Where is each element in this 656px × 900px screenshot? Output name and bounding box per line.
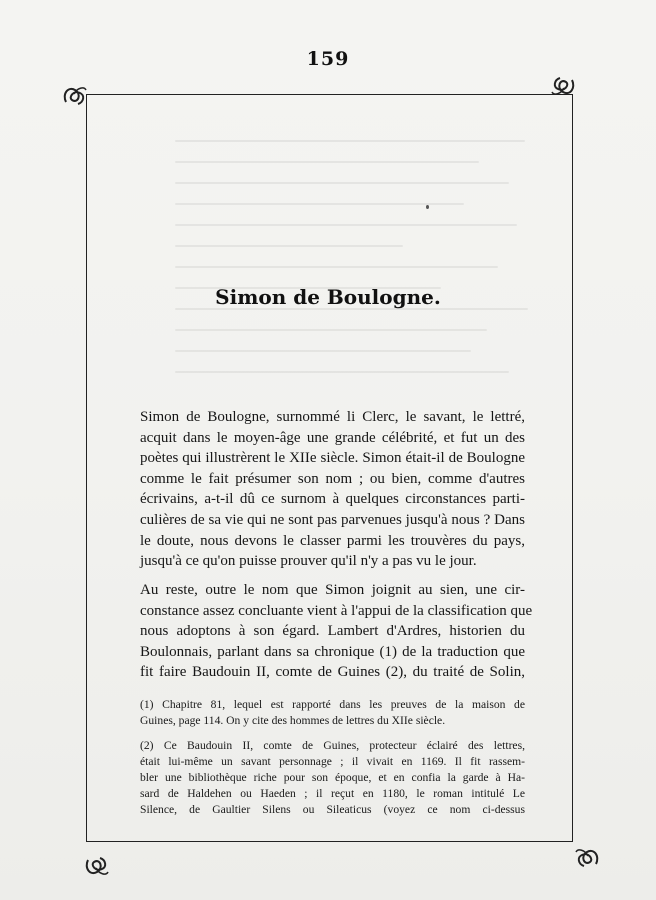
chapter-title: Simon de Boulogne. [215, 285, 441, 309]
paragraph-2 [140, 580, 533, 683]
text-line: écrivains, a-t-il dû ce surnom à quelques circonstances parti- [140, 491, 525, 508]
footnote-line: était lui-même un savant personnage ; il vivait en 1169. Il fit rassem- [140, 755, 525, 768]
text-line: nous adoptons à son égard. Lambert d'Ardres, historien du [140, 623, 525, 640]
text-line: Au reste, outre le nom que Simon joignit au sien, une cir- [140, 582, 525, 598]
page-number: 159 [306, 48, 350, 70]
text-line: constance assez concluante vient à l'appui de la classification que [140, 602, 533, 619]
footnote-line: sard de Haldehen ou Haeden ; il reçut en 1180, le roman intitulé Le [140, 787, 525, 800]
text-line: acquit dans le moyen-âge une grande célébrité, et fut un des [140, 429, 525, 446]
text-line: fit faire Baudouin II, comte de Guines (2), du traité de Solin, [140, 664, 525, 681]
floral-knot-icon [572, 842, 602, 872]
footnote-line: (1) Chapitre 81, lequel est rapporté dans les preuves de la maison de [140, 698, 525, 711]
footnote-line: Guines, page 114. On y cite des hommes de lettres du XIIe siècle. [140, 714, 446, 727]
text-line: comme le fait présumer son nom ; ou bien, comme d'autres [140, 470, 525, 487]
text-line: Boulonnais, parlant dans sa chronique (1) de la traduction que [140, 643, 525, 660]
footnote-line: bler une bibliothèque riche pour son époque, et en confia la garde à Ha- [140, 771, 525, 784]
text-line: Simon de Boulogne, surnommé li Clerc, le savant, le lettré, [140, 409, 525, 425]
floral-knot-icon [82, 852, 112, 882]
footnote-1 [140, 697, 525, 729]
footnote-line: Silence, de Gaultier Silens ou Sileaticus (voyez ce nom ci-dessus [140, 803, 525, 816]
footnote-2 [140, 738, 525, 818]
text-line: le doute, nous devons le classer parmi les trouvères du pays, [140, 532, 525, 549]
paragraph-1 [140, 407, 525, 572]
footnote-line: (2) Ce Baudouin II, comte de Guines, protecteur éclairé des lettres, [140, 739, 525, 752]
floral-knot-icon [548, 72, 578, 102]
text-line: poètes qui illustrèrent le XIIe siècle. Simon était-il de Boulogne [140, 450, 525, 467]
text-line: jusqu'à ce qu'on puisse prouver qu'il n'y a pas vu le jour. [140, 553, 477, 570]
text-line: culières de sa vie qui ne sont pas parvenues jusqu'à nous ? Dans [140, 511, 525, 528]
floral-knot-icon [60, 80, 90, 110]
